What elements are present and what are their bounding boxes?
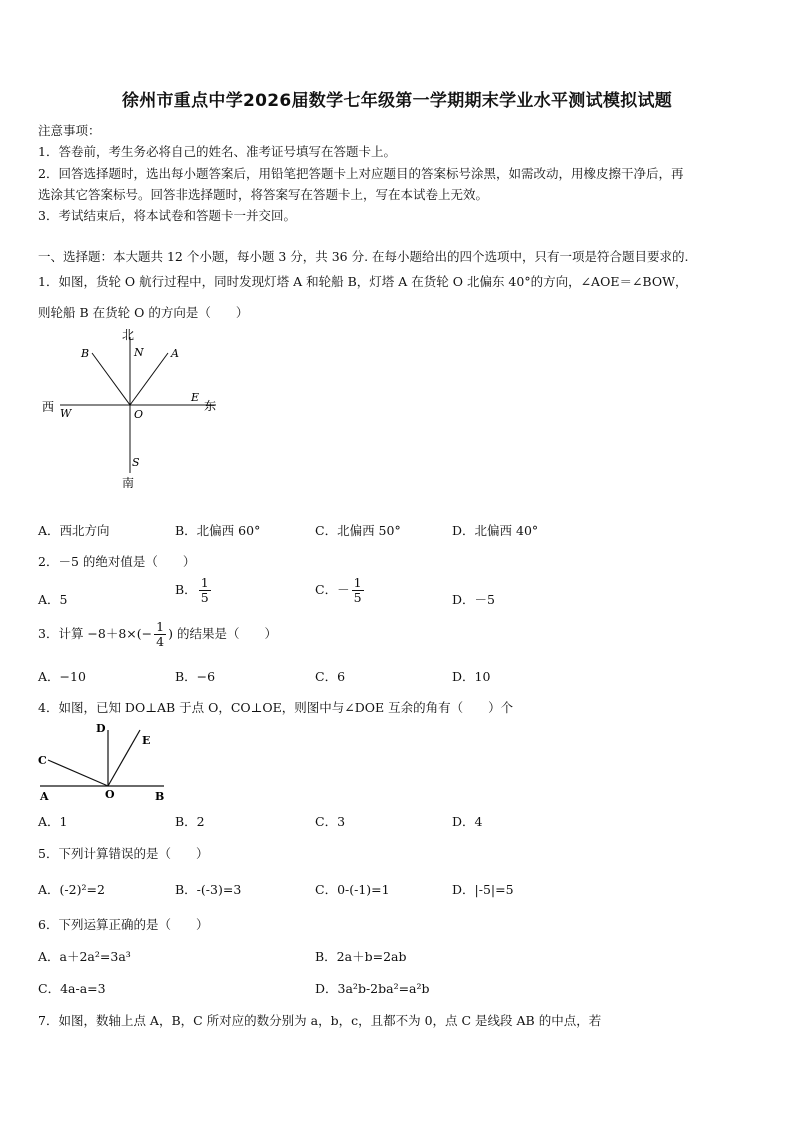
section-heading: 一、选择题：本大题共 12 个小题，每小题 3 分，共 36 分. 在每小题给出的四个选项中，只有一项是符合题目要求的. <box>38 249 689 264</box>
q3-stem-pre: 3．计算 −8＋8×(− <box>38 626 153 641</box>
q5-option-d: D．|-5|=5 <box>452 882 514 897</box>
q1-label-W: W <box>60 407 72 420</box>
q2-option-c-denominator: 5 <box>353 590 362 605</box>
q1-option-b: B．北偏西 60° <box>175 523 261 538</box>
q1-compass-figure <box>38 325 238 495</box>
q4-label-B: B <box>155 790 165 803</box>
q4-option-d: D．4 <box>452 814 483 829</box>
q3-option-a: A．−10 <box>38 669 86 684</box>
q4-label-E: E <box>142 734 151 747</box>
q2-option-c-fraction <box>352 576 364 605</box>
q1-stem-line2: 则轮船 B 在货轮 O 的方向是（ ） <box>38 305 249 320</box>
q4-angle-figure <box>36 716 176 806</box>
q2-option-b-denominator: 5 <box>200 590 209 605</box>
q2-option-c <box>315 576 366 605</box>
q1-option-a: A．西北方向 <box>38 523 110 538</box>
q1-label-B: B <box>81 347 90 360</box>
notice-heading: 注意事项： <box>38 123 101 138</box>
q1-label-south: 南 <box>122 476 135 490</box>
q1-label-west: 西 <box>42 400 55 414</box>
notice-item-3: 3．考试结束后，将本试卷和答题卡一并交回。 <box>38 208 296 223</box>
q6-stem: 6．下列运算正确的是（ ） <box>38 917 209 932</box>
q4-label-O: O <box>105 788 115 801</box>
q1-label-north: 北 <box>122 328 135 342</box>
q4-option-c: C．3 <box>315 814 346 829</box>
q7-stem: 7．如图，数轴上点 A，B，C 所对应的数分别为 a，b，c，且都不为 0，点 C 是线段 AB 的中点，若 <box>38 1013 602 1028</box>
q6-option-c: C．4a-a=3 <box>38 981 106 996</box>
q3-option-d: D．10 <box>452 669 491 684</box>
q3-stem <box>38 620 277 649</box>
q2-option-b <box>175 576 213 605</box>
q2-option-d: D．－5 <box>452 592 495 607</box>
q1-stem-line1: 1．如图，货轮 O 航行过程中，同时发现灯塔 A 和轮船 B，灯塔 A 在货轮 O 北偏东 40°的方向，∠AOE＝∠BOW， <box>38 274 688 289</box>
q1-label-A: A <box>171 347 179 360</box>
q4-label-A: A <box>40 790 49 803</box>
q6-option-a: A．a＋2a²=3a³ <box>38 949 131 964</box>
q4-stem: 4．如图，已知 DO⊥AB 于点 O，CO⊥OE，则图中与∠DOE 互余的角有（ ）个 <box>38 700 514 715</box>
q5-option-c: C．0-(-1)=1 <box>315 882 390 897</box>
q6-option-d: D．3a²b-2ba²=a²b <box>315 981 430 996</box>
q3-numerator: 1 <box>156 619 165 634</box>
q1-label-E: E <box>191 391 200 404</box>
q1-option-d: D．北偏西 40° <box>452 523 539 538</box>
page-title: 徐州市重点中学2026届数学七年级第一学期期末学业水平测试模拟试题 <box>121 91 673 111</box>
q1-option-c: C．北偏西 50° <box>315 523 401 538</box>
notice-item-2: 2．回答选择题时，选出每小题答案后，用铅笔把答题卡上对应题目的答案标号涂黑，如需改动，用橡皮擦干净后，再 <box>38 166 684 181</box>
q2-option-b-numerator: 1 <box>200 575 209 590</box>
q2-option-b-fraction <box>199 576 211 605</box>
q1-label-N: N <box>134 346 144 359</box>
q2-option-c-numerator: 1 <box>353 575 362 590</box>
q1-label-O: O <box>134 408 144 421</box>
q2-option-c-label: C．－ <box>315 582 350 597</box>
q1-label-east: 东 <box>204 399 217 413</box>
notice-item-1: 1．答卷前，考生务必将自己的姓名、准考证号填写在答题卡上。 <box>38 144 396 159</box>
q3-denominator: 4 <box>156 634 165 649</box>
q4-option-b: B．2 <box>175 814 205 829</box>
q3-option-b: B．−6 <box>175 669 216 684</box>
q2-option-b-label: B． <box>175 582 197 597</box>
q3-option-c: C．6 <box>315 669 346 684</box>
q3-stem-post: ) 的结果是（ ） <box>168 626 277 641</box>
q4-label-C: C <box>38 754 47 767</box>
q2-stem: 2．－5 的绝对值是（ ） <box>38 554 196 569</box>
q5-option-b: B．-(-3)=3 <box>175 882 242 897</box>
notice-item-2-cont: 选涂其它答案标号。回答非选择题时，将答案写在答题卡上，写在本试卷上无效。 <box>38 187 489 202</box>
q6-option-b: B．2a＋b=2ab <box>315 949 407 964</box>
q1-label-S: S <box>132 456 140 469</box>
q3-fraction <box>154 620 166 649</box>
q4-option-a: A．1 <box>38 814 68 829</box>
q2-option-a: A．5 <box>38 592 68 607</box>
q5-option-a: A．(-2)²=2 <box>38 882 105 897</box>
q5-stem: 5．下列计算错误的是（ ） <box>38 846 209 861</box>
q4-label-D: D <box>96 722 106 735</box>
